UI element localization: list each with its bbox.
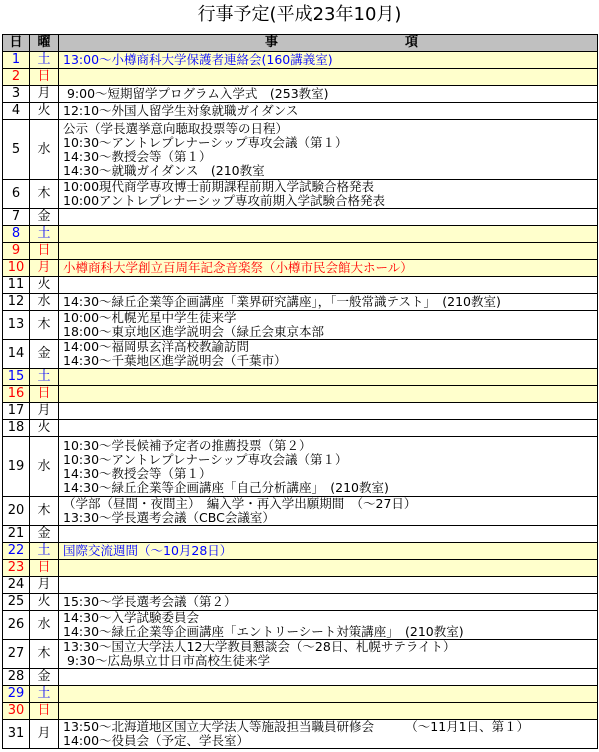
event-line: 14:30～千葉地区進学説明会（千葉市）: [63, 354, 287, 368]
event-cell: [59, 560, 598, 576]
event-line: 14:30～緑丘企業等企画講座「業界研究講座」，「一般常識テスト」 (210教室): [63, 295, 501, 309]
day-cell: 27: [3, 640, 30, 668]
weekday-cell: 土: [30, 543, 59, 559]
day-cell: 9: [3, 243, 30, 259]
day-cell: 5: [3, 120, 30, 179]
event-line: （学部（昼間・夜間主） 編入学・再入学出願期間 （～27日）: [63, 497, 417, 511]
weekday-cell: 月: [30, 720, 59, 748]
weekday-cell: 日: [30, 243, 59, 259]
event-line: 9:30～広島県立廿日市高校生徒来学: [63, 654, 271, 668]
table-row: [3, 703, 598, 720]
event-cell: [59, 311, 598, 339]
event-cell: [59, 52, 598, 68]
day-cell: 30: [3, 703, 30, 719]
weekday-cell: 水: [30, 120, 59, 179]
day-cell: 12: [3, 294, 30, 310]
weekday-cell: 日: [30, 69, 59, 85]
weekday-cell: 木: [30, 311, 59, 339]
day-cell: 24: [3, 577, 30, 593]
table-row: [3, 209, 598, 226]
table-row: [3, 369, 598, 386]
table-row: [3, 277, 598, 294]
day-cell: 31: [3, 720, 30, 748]
event-line: 15:30～学長選考会議（第２）: [63, 595, 237, 609]
day-cell: 22: [3, 543, 30, 559]
event-line: 14:30～緑丘企業等企画講座「自己分析講座」 (210教室): [63, 480, 389, 495]
event-line: 10:00～札幌光星中学生徒来学: [63, 311, 237, 325]
day-cell: 14: [3, 340, 30, 368]
event-line: 14:00～役員会（予定、学長室）: [63, 734, 250, 748]
day-cell: 23: [3, 560, 30, 576]
header-event-label-second: 項: [405, 35, 419, 50]
weekday-cell: 水: [30, 611, 59, 639]
weekday-cell: 木: [30, 640, 59, 668]
event-line: 10:30～アントレプレナーシップ専攻会議（第１）: [63, 135, 348, 150]
weekday-cell: 日: [30, 560, 59, 576]
event-cell: [59, 497, 598, 525]
table-body: [3, 52, 598, 749]
table-row: [3, 260, 598, 277]
event-cell: [59, 669, 598, 685]
weekday-cell: 金: [30, 340, 59, 368]
event-cell: [59, 703, 598, 719]
event-line: 10:00現代商学専攻博士前期課程前期入学試験合格発表: [63, 180, 375, 194]
table-row: [3, 526, 598, 543]
event-cell: [59, 640, 598, 668]
event-line: 国際交流週間（～10月28日）: [63, 544, 233, 558]
event-line: 14:30～入学試験委員会: [63, 611, 200, 625]
table-row: [3, 226, 598, 243]
weekday-cell: 金: [30, 669, 59, 685]
day-cell: 10: [3, 260, 30, 276]
weekday-cell: 月: [30, 403, 59, 419]
event-line: 12:10～外国人留学生対象就職ガイダンス: [63, 104, 299, 118]
weekday-cell: 土: [30, 226, 59, 242]
weekday-cell: 火: [30, 420, 59, 436]
day-cell: 21: [3, 526, 30, 542]
table-row: [3, 180, 598, 209]
header-weekday: 曜: [30, 35, 59, 51]
day-cell: 1: [3, 52, 30, 68]
event-cell: [59, 686, 598, 702]
table-row: [3, 560, 598, 577]
event-line: 13:30～学長選考会議（CBC会議室）: [63, 511, 275, 525]
table-row: [3, 640, 598, 669]
day-cell: 4: [3, 103, 30, 119]
event-cell: [59, 103, 598, 119]
event-cell: [59, 526, 598, 542]
day-cell: 25: [3, 594, 30, 610]
table-row: [3, 686, 598, 703]
weekday-cell: 金: [30, 209, 59, 225]
day-cell: 18: [3, 420, 30, 436]
table-row: [3, 594, 598, 611]
event-cell: [59, 86, 598, 102]
event-line: 9:00～短期留学プログラム入学式 (253教室): [63, 87, 329, 101]
weekday-cell: 月: [30, 86, 59, 102]
table-row: [3, 386, 598, 403]
event-line: 14:00～福岡県玄洋高校教諭訪問: [63, 340, 250, 354]
table-header: [3, 35, 598, 52]
event-line: 14:30～緑丘企業等企画講座「エントリーシート対策講座」 (210教室): [63, 625, 464, 639]
day-cell: 13: [3, 311, 30, 339]
day-cell: 2: [3, 69, 30, 85]
event-cell: [59, 69, 598, 85]
weekday-cell: 木: [30, 180, 59, 208]
day-cell: 28: [3, 669, 30, 685]
event-line: 14:30～教授会等（第１）: [63, 466, 212, 481]
event-cell: [59, 720, 598, 748]
day-cell: 17: [3, 403, 30, 419]
event-line: 10:30～アントレプレナーシップ専攻会議（第１）: [63, 452, 348, 467]
event-cell: [59, 420, 598, 436]
event-cell: [59, 226, 598, 242]
event-cell: [59, 403, 598, 419]
weekday-cell: 日: [30, 386, 59, 402]
weekday-cell: 月: [30, 260, 59, 276]
table-row: [3, 120, 598, 180]
weekday-cell: 土: [30, 686, 59, 702]
table-row: [3, 243, 598, 260]
table-row: [3, 577, 598, 594]
weekday-cell: 火: [30, 103, 59, 119]
day-cell: 11: [3, 277, 30, 293]
event-line: 13:30～国立大学法人12大学教員懇談会（～28日、札幌サテライト）: [63, 640, 456, 654]
event-cell: [59, 260, 598, 276]
day-cell: 8: [3, 226, 30, 242]
event-cell: [59, 180, 598, 208]
table-row: [3, 720, 598, 749]
event-line: 10:30～学長候補予定者の推薦投票（第２）: [63, 438, 312, 453]
weekday-cell: 土: [30, 52, 59, 68]
table-row: [3, 403, 598, 420]
event-cell: [59, 294, 598, 310]
day-cell: 29: [3, 686, 30, 702]
event-cell: [59, 611, 598, 639]
event-cell: [59, 277, 598, 293]
event-cell: [59, 437, 598, 496]
day-cell: 26: [3, 611, 30, 639]
day-cell: 19: [3, 437, 30, 496]
event-cell: [59, 209, 598, 225]
table-row: [3, 103, 598, 120]
event-cell: [59, 594, 598, 610]
table-row: [3, 543, 598, 560]
table-row: [3, 497, 598, 526]
weekday-cell: 土: [30, 369, 59, 385]
event-cell: [59, 543, 598, 559]
weekday-cell: 水: [30, 294, 59, 310]
table-row: [3, 86, 598, 103]
weekday-cell: 日: [30, 703, 59, 719]
table-row: [3, 669, 598, 686]
event-line: 13:00～小樽商科大学保護者連絡会(160講義室): [63, 53, 333, 67]
header-day: 日: [3, 35, 30, 51]
day-cell: 16: [3, 386, 30, 402]
header-event-label-first: 事: [265, 35, 279, 50]
event-line: 小樽商科大学創立百周年記念音楽祭（小樽市民会館大ホール）: [63, 261, 413, 275]
table-row: [3, 611, 598, 640]
weekday-cell: 月: [30, 577, 59, 593]
day-cell: 20: [3, 497, 30, 525]
weekday-cell: 木: [30, 497, 59, 525]
event-cell: [59, 340, 598, 368]
event-line: 18:00～東京地区進学説明会（緑丘会東京本部: [63, 325, 325, 339]
weekday-cell: 火: [30, 594, 59, 610]
table-row: [3, 311, 598, 340]
weekday-cell: 火: [30, 277, 59, 293]
schedule-table: [2, 34, 598, 749]
table-row: [3, 52, 598, 69]
day-cell: 3: [3, 86, 30, 102]
event-cell: [59, 577, 598, 593]
event-line: 14:30～就職ガイダンス (210教室: [63, 163, 265, 178]
event-line: 14:30～教授会等（第１）: [63, 149, 212, 164]
day-cell: 6: [3, 180, 30, 208]
event-cell: [59, 386, 598, 402]
table-row: [3, 420, 598, 437]
event-line: 10:00アントレプレナーシップ専攻前期入学試験合格発表: [63, 194, 386, 208]
table-row: [3, 294, 598, 311]
event-line: 13:50～北海道地区国立大学法人等施設担当職員研修会 （～11月1日、第１）: [63, 720, 530, 734]
event-cell: [59, 243, 598, 259]
table-row: [3, 437, 598, 497]
table-row: [3, 69, 598, 86]
day-cell: 15: [3, 369, 30, 385]
table-row: [3, 340, 598, 369]
event-line: 公示（学長選挙意向聴取投票等の日程）: [63, 121, 289, 136]
event-cell: [59, 120, 598, 179]
weekday-cell: 金: [30, 526, 59, 542]
day-cell: 7: [3, 209, 30, 225]
page-title: 行事予定(平成23年10月): [197, 4, 402, 25]
event-cell: [59, 369, 598, 385]
weekday-cell: 水: [30, 437, 59, 496]
header-event: [59, 35, 598, 51]
